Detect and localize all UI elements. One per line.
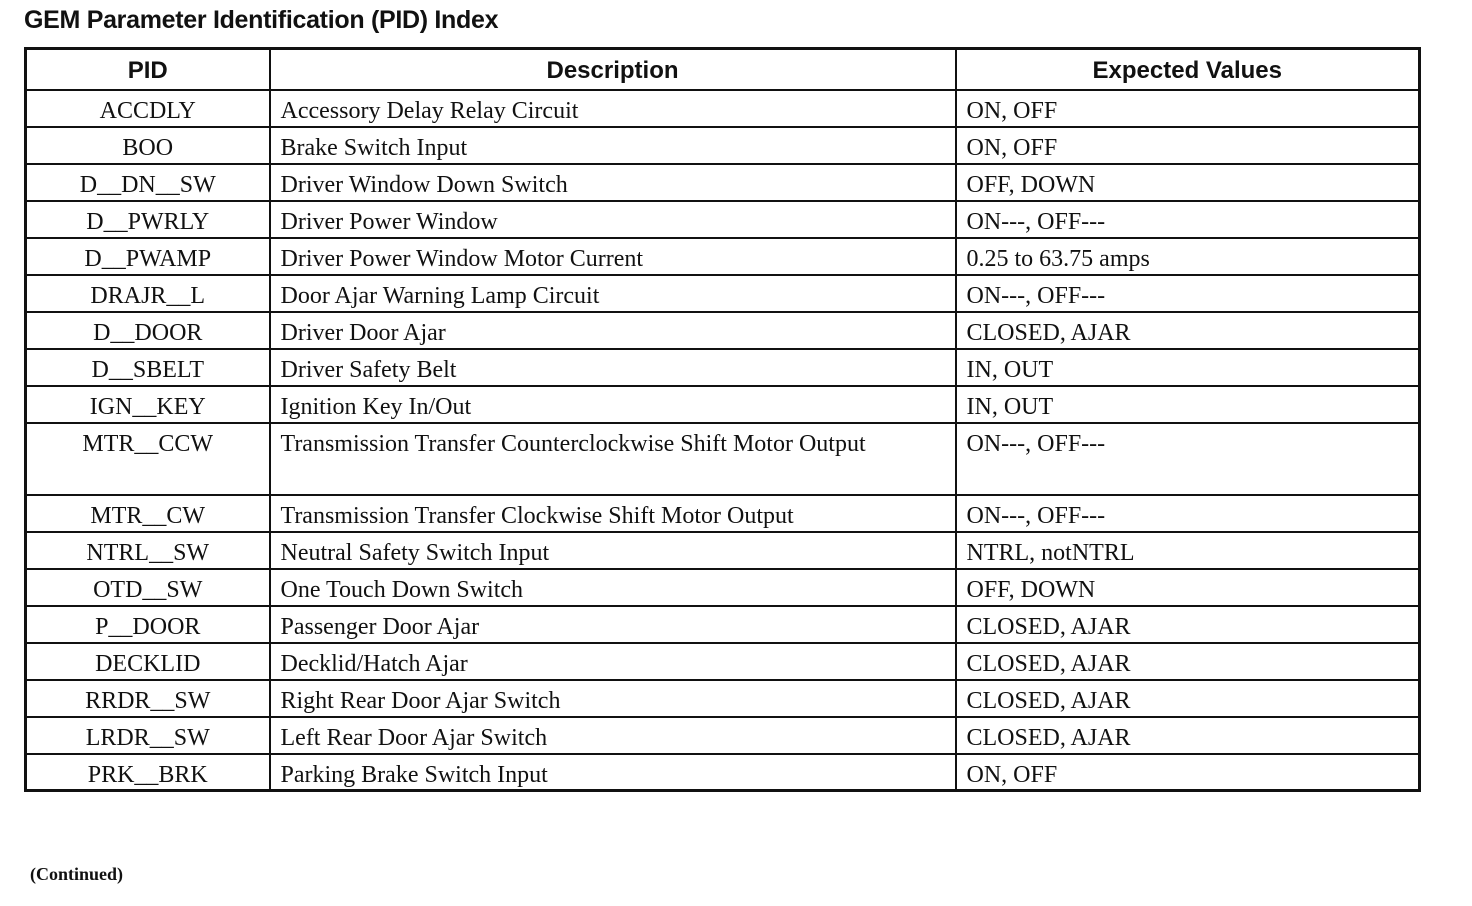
table-row — [26, 643, 1420, 680]
description-cell: Neutral Safety Switch Input — [270, 532, 956, 569]
table-row — [26, 532, 1420, 569]
table-row — [26, 127, 1420, 164]
expected-values-cell: ON, OFF — [956, 127, 1420, 164]
expected-values-cell: 0.25 to 63.75 amps — [956, 238, 1420, 275]
table-header — [26, 49, 1420, 90]
pid-cell: PRK__BRK — [26, 754, 270, 791]
page-title: GEM Parameter Identification (PID) Index — [24, 6, 499, 34]
description-cell: Door Ajar Warning Lamp Circuit — [270, 275, 956, 312]
pid-cell: RRDR__SW — [26, 680, 270, 717]
description-cell: Driver Power Window — [270, 201, 956, 238]
description-cell: Right Rear Door Ajar Switch — [270, 680, 956, 717]
pid-cell: P__DOOR — [26, 606, 270, 643]
description-cell: Transmission Transfer Counterclockwise Shift Motor Output — [270, 423, 956, 495]
table-row — [26, 386, 1420, 423]
table-row — [26, 423, 1420, 495]
column-header-description: Description — [270, 49, 956, 90]
header-row — [26, 49, 1420, 90]
pid-cell: DECKLID — [26, 643, 270, 680]
table-row — [26, 606, 1420, 643]
description-cell: Left Rear Door Ajar Switch — [270, 717, 956, 754]
description-cell: Transmission Transfer Clockwise Shift Motor Output — [270, 495, 956, 532]
table-row — [26, 569, 1420, 606]
pid-cell: IGN__KEY — [26, 386, 270, 423]
description-cell: Brake Switch Input — [270, 127, 956, 164]
pid-cell: MTR__CW — [26, 495, 270, 532]
expected-values-cell: CLOSED, AJAR — [956, 643, 1420, 680]
table-row — [26, 238, 1420, 275]
column-header-expected-values: Expected Values — [956, 49, 1420, 90]
pid-cell: NTRL__SW — [26, 532, 270, 569]
table-row — [26, 312, 1420, 349]
expected-values-cell: CLOSED, AJAR — [956, 717, 1420, 754]
pid-cell: MTR__CCW — [26, 423, 270, 495]
expected-values-cell: ON---, OFF--- — [956, 495, 1420, 532]
table-row — [26, 201, 1420, 238]
table-row — [26, 164, 1420, 201]
continued-note: (Continued) — [30, 864, 124, 884]
table-row — [26, 275, 1420, 312]
table-row — [26, 754, 1420, 791]
pid-cell: D__DN__SW — [26, 164, 270, 201]
expected-values-cell: ON---, OFF--- — [956, 275, 1420, 312]
description-cell: Passenger Door Ajar — [270, 606, 956, 643]
description-cell: Ignition Key In/Out — [270, 386, 956, 423]
table-body — [26, 90, 1420, 791]
description-cell: Driver Safety Belt — [270, 349, 956, 386]
pid-cell: OTD__SW — [26, 569, 270, 606]
expected-values-cell: OFF, DOWN — [956, 164, 1420, 201]
pid-cell: DRAJR__L — [26, 275, 270, 312]
expected-values-cell: IN, OUT — [956, 386, 1420, 423]
column-header-pid: PID — [26, 49, 270, 90]
expected-values-cell: ON, OFF — [956, 754, 1420, 791]
description-cell: One Touch Down Switch — [270, 569, 956, 606]
expected-values-cell: IN, OUT — [956, 349, 1420, 386]
pid-cell: D__PWAMP — [26, 238, 270, 275]
table-row — [26, 90, 1420, 127]
table-row — [26, 717, 1420, 754]
expected-values-cell: ON---, OFF--- — [956, 423, 1420, 495]
description-cell: Accessory Delay Relay Circuit — [270, 90, 956, 127]
pid-cell: LRDR__SW — [26, 717, 270, 754]
description-cell: Driver Door Ajar — [270, 312, 956, 349]
pid-cell: D__DOOR — [26, 312, 270, 349]
expected-values-cell: CLOSED, AJAR — [956, 312, 1420, 349]
expected-values-cell: ON---, OFF--- — [956, 201, 1420, 238]
pid-cell: ACCDLY — [26, 90, 270, 127]
pid-cell: D__PWRLY — [26, 201, 270, 238]
expected-values-cell: CLOSED, AJAR — [956, 606, 1420, 643]
description-cell: Parking Brake Switch Input — [270, 754, 956, 791]
description-cell: Driver Window Down Switch — [270, 164, 956, 201]
description-cell: Decklid/Hatch Ajar — [270, 643, 956, 680]
expected-values-cell: OFF, DOWN — [956, 569, 1420, 606]
table-row — [26, 495, 1420, 532]
pid-cell: D__SBELT — [26, 349, 270, 386]
pid-cell: BOO — [26, 127, 270, 164]
table-row — [26, 680, 1420, 717]
pid-index-table — [24, 47, 1421, 792]
description-cell: Driver Power Window Motor Current — [270, 238, 956, 275]
expected-values-cell: ON, OFF — [956, 90, 1420, 127]
expected-values-cell: CLOSED, AJAR — [956, 680, 1420, 717]
expected-values-cell: NTRL, notNTRL — [956, 532, 1420, 569]
table-row — [26, 349, 1420, 386]
